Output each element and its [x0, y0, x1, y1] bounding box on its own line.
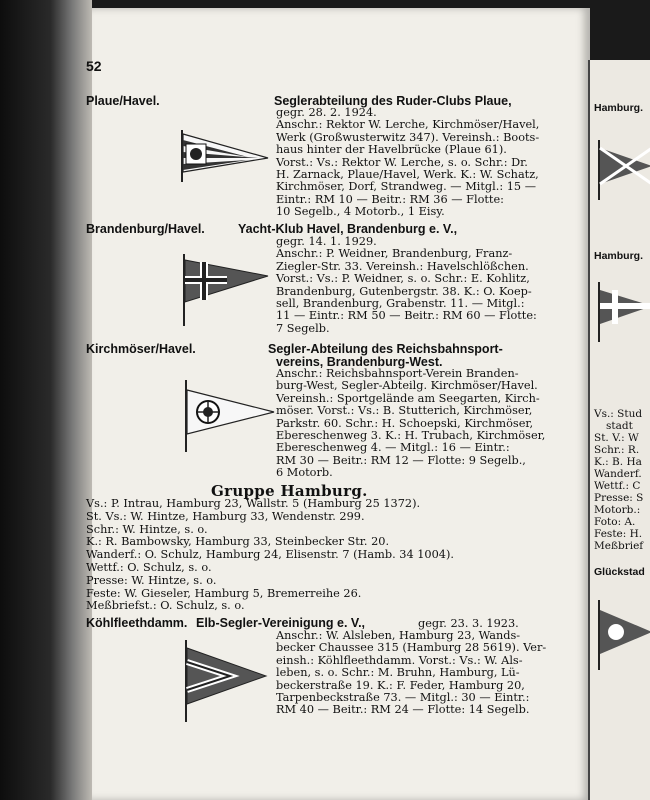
club-line: RM 40 — Beitr.: RM 24 — Flotte: 14 Segelb.: [276, 703, 530, 717]
group-line: Wanderf.: O. Schulz, Hamburg 24, Elisenstr. 7 (Hamb. 34 1004).: [86, 548, 454, 562]
next-page-fragment: [588, 60, 650, 800]
club-line: leben, s. o. Schr.: M. Bruhn, Hamburg, Lü-: [276, 666, 520, 680]
club-line: RM 30 — Beitr.: RM 12 — Flotte: 9 Segelb.,: [276, 453, 526, 467]
club-title: Seglerabteilung des Ruder-Clubs Plaue,: [274, 94, 512, 108]
next-page-line: Wanderf.: [594, 468, 642, 480]
club-line: 10 Segelb., 4 Motorb., 1 Eisy.: [276, 205, 445, 219]
club-line: burg-West, Segler-Abteilg. Kirchmöser/Havel.: [276, 379, 538, 393]
club-pennant-icon: [180, 254, 272, 326]
club-line: beckerstraße 19. K.: F. Feder, Hamburg 20,: [276, 678, 525, 692]
club-line: gegr. 14. 1. 1929.: [276, 235, 377, 248]
book-binding-shadow: [0, 0, 92, 800]
group-line: K.: R. Bambowsky, Hamburg 33, Steinbecker Str. 20.: [86, 535, 390, 549]
next-page-heading: Hamburg.: [594, 250, 644, 262]
next-page-line: Presse: S: [594, 492, 644, 504]
club-pennant-icon: [596, 140, 650, 200]
club-line: 11 — Eintr.: RM 50 — Beitr.: RM 60 — Flotte:: [276, 309, 537, 323]
club-line: becker Chaussee 315 (Hamburg 28 5619). Ver-: [276, 641, 547, 655]
next-page-line: St. V.: W: [594, 432, 639, 444]
club-line: Anschr.: Rektor W. Lerche, Kirchmöser/Havel,: [276, 118, 540, 132]
club-line: Anschr.: Reichsbahnsport-Verein Branden-: [276, 367, 519, 380]
next-page-line: stadt: [606, 420, 633, 432]
group-line: Schr.: W. Hintze, s. o.: [86, 522, 208, 536]
club-line: Vereinsh.: Sportgelände am Seegarten, Kirch-: [276, 391, 540, 405]
next-page-line: Feste: H.: [594, 528, 643, 540]
club-line: H. Zarnack, Plaue/Havel, Werk. K.: W. Schatz,: [276, 168, 539, 182]
club-line: 7 Segelb.: [276, 321, 330, 335]
next-page-line: Vs.: Stud: [594, 408, 643, 420]
club-details: [276, 236, 569, 335]
club-line: haus hinter der Havelbrücke (Plaue 61).: [276, 143, 507, 157]
club-line: Ebereschenweg 4. — Mitgl.: 16 — Eintr.:: [276, 441, 510, 455]
next-page-heading: Hamburg.: [594, 102, 644, 114]
club-line: Eintr.: RM 10 — Beitr.: RM 36 — Flotte:: [276, 192, 504, 206]
next-page-line: Motorb.:: [594, 504, 641, 516]
club-line: Anschr.: P. Weidner, Brandenburg, Franz-: [276, 247, 513, 261]
next-page-line: Schr.: R.: [594, 444, 640, 456]
club-founded: gegr. 23. 3. 1923.: [418, 617, 519, 630]
next-page-heading: Glückstad: [594, 566, 645, 578]
club-details: [276, 630, 569, 717]
club-line: Brandenburg, Gutenbergstr. 38. K.: O. Koep-: [276, 284, 532, 298]
club-place: Köhlfleethdamm.: [86, 616, 188, 630]
group-line: Wettf.: O. Schulz, s. o.: [86, 560, 212, 574]
club-pennant-icon: [178, 130, 270, 182]
club-pennant-icon: [596, 600, 650, 670]
group-line: Meßbriefst.: O. Schulz, s. o.: [86, 599, 245, 613]
club-line: möser. Vorst.: Vs.: B. Stutterich, Kirchmöser,: [276, 404, 533, 418]
next-page-line: Wettf.: C: [594, 480, 641, 492]
group-officers: [86, 498, 566, 613]
next-page-line: Meßbrief: [594, 540, 644, 552]
group-line: Feste: W. Gieseler, Hamburg 5, Bremerreihe 26.: [86, 586, 362, 600]
club-line: Vorst.: Vs.: Rektor W. Lerche, s. o. Schr.: Dr.: [276, 155, 528, 169]
club-pennant-icon: [182, 640, 268, 722]
club-line: sell, Brandenburg, Grabenstr. 11. — Mitgl.:: [276, 297, 525, 311]
club-line: Vorst.: Vs.: P. Weidner, s. o. Schr.: E. Kohlitz,: [276, 272, 530, 286]
club-details: [276, 107, 569, 219]
club-line: Anschr.: W. Alsleben, Hamburg 23, Wands-: [276, 629, 521, 642]
club-line: Werk (Großwusterwitz 347). Vereinsh.: Boots-: [276, 130, 540, 144]
club-place: Plaue/Havel.: [86, 94, 160, 108]
next-page-line: K.: B. Ha: [594, 456, 642, 468]
page-number: 52: [86, 58, 102, 74]
club-title: Segler-Abteilung des Reichsbahnsport-: [268, 342, 503, 356]
club-line: 6 Motorb.: [276, 466, 333, 480]
club-title: Yacht-Klub Havel, Brandenburg e. V.,: [238, 222, 458, 236]
club-line: Tarpenbeckstraße 73. — Mitgl.: 30 — Eintr.:: [276, 691, 530, 705]
club-details: [276, 368, 569, 480]
club-line: Ebereschenweg 3. K.: H. Trubach, Kirchmöser,: [276, 429, 546, 443]
group-line: Presse: W. Hintze, s. o.: [86, 573, 217, 587]
club-line: Parkstr. 60. Schr.: H. Schoepski, Kirchmöser,: [276, 416, 534, 430]
club-title: Elb-Segler-Vereinigung e. V.,: [196, 616, 366, 630]
club-place: Brandenburg/Havel.: [86, 222, 205, 236]
club-title-continued: vereins, Brandenburg-West.: [276, 355, 443, 369]
next-page-line: Foto: A.: [594, 516, 636, 528]
group-line: St. Vs.: W. Hintze, Hamburg 33, Wendenstr. 299.: [86, 509, 365, 523]
club-place: Kirchmöser/Havel.: [86, 342, 196, 356]
club-line: gegr. 28. 2. 1924.: [276, 106, 377, 119]
group-title: Gruppe Hamburg.: [211, 482, 368, 500]
club-line: einsh.: Köhlfleethdamm. Vorst.: Vs.: W. Als-: [276, 653, 523, 667]
club-pennant-icon: [596, 282, 650, 342]
club-line: Ziegler-Str. 33. Vereinsh.: Havelschlößchen.: [276, 259, 529, 273]
club-line: Kirchmöser, Dorf, Strandweg. — Mitgl.: 15 —: [276, 180, 537, 194]
club-pennant-icon: [180, 380, 276, 452]
group-line: Vs.: P. Intrau, Hamburg 23, Wallstr. 5 (Hamburg 25 1372).: [86, 497, 421, 510]
